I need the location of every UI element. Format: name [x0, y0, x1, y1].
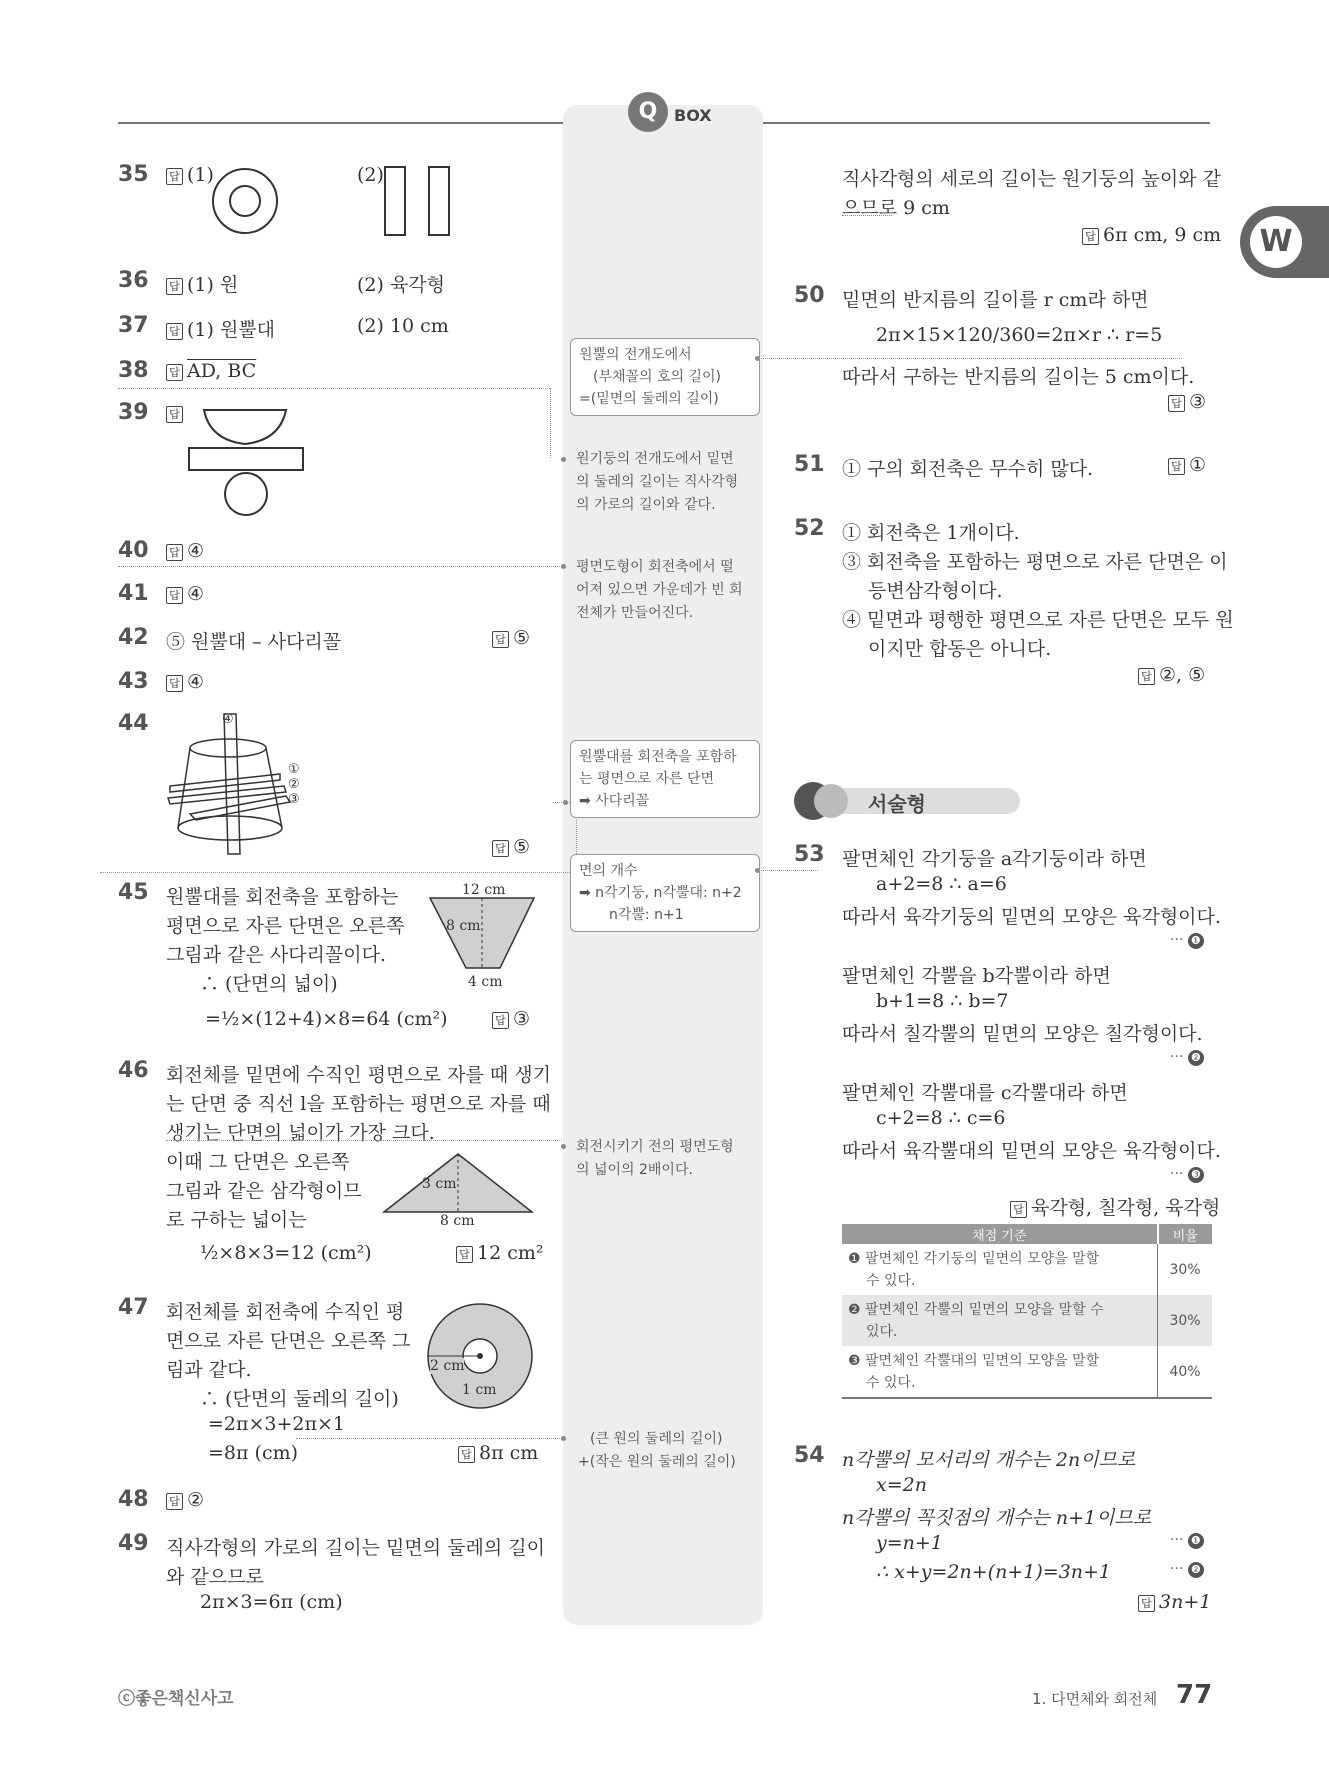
problem-42-number: 42	[118, 625, 149, 650]
answer-icon: 답	[166, 1493, 183, 1510]
problem-46-line-7: ½×8×3=12 (cm²)	[200, 1242, 372, 1264]
answer-icon: 답	[166, 675, 183, 692]
problem-36-answer-1: 답 (1) 원	[166, 270, 238, 297]
problem-53-line-3: 따라서 육각기둥의 밑면의 모양은 육각형이다.	[842, 906, 1221, 928]
answer-icon: 답	[1082, 228, 1099, 245]
answer-icon: 답	[1138, 668, 1155, 685]
problem-51-answer: 답 ①	[1168, 454, 1206, 476]
problem-53-line-7: 팔면체인 각뿔대를 c각뿔대라 하면	[842, 1082, 1128, 1104]
problem-46-answer: 답 12 cm²	[456, 1242, 544, 1264]
box-label: BOX	[674, 106, 712, 125]
problem-52-number: 52	[794, 516, 825, 541]
problem-47-line-2: 면으로 자른 단면은 오른쪽 그	[166, 1330, 411, 1352]
fig44-label-4: ④	[222, 712, 234, 727]
problem-47-line-3: 림과 같다.	[166, 1359, 252, 1381]
problem-50-answer: 답 ③	[1168, 391, 1206, 413]
fig45-height: 8 cm	[446, 918, 481, 934]
answer-icon: 답	[1168, 458, 1185, 475]
problem-47-answer: 답 8π cm	[458, 1442, 538, 1464]
side-tab-badge: W	[1250, 216, 1302, 268]
problem-37-answer-1: 답 (1) 원뿔대	[166, 315, 275, 342]
ring-figure	[210, 166, 280, 236]
problem-54-line-1: n각뿔의 모서리의 개수는 2n이므로	[842, 1449, 1136, 1471]
note-anchor-3	[561, 564, 566, 569]
problem-46-line-6: 로 구하는 넓이는	[166, 1209, 307, 1231]
problem-54-line-4: y=n+1	[876, 1532, 943, 1554]
problem-40-answer: 답 ④	[166, 540, 204, 562]
problem-42-answer: 답 ⑤	[492, 627, 530, 649]
problem-53-step-1: ··· ❶	[1170, 932, 1204, 949]
fig45-top: 12 cm	[462, 882, 506, 898]
problem-50-number: 50	[794, 283, 825, 308]
note-cone-net: 원뿔의 전개도에서 (부채꼴의 호의 길이) =(밑면의 둘레의 길이)	[570, 338, 760, 416]
problem-43-answer: 답 ④	[166, 671, 204, 693]
problem-47-line-1: 회전체를 회전축에 수직인 평	[166, 1301, 405, 1323]
problem-41-number: 41	[118, 581, 149, 606]
answer-icon: 답	[1010, 1201, 1027, 1218]
answer-icon: 답	[492, 840, 509, 857]
leader-38-v	[550, 388, 551, 458]
note-anchor-4	[563, 800, 568, 805]
note-frustum-section: 원뿔대를 회전축을 포함하 는 평면으로 자른 단면 ➡ 사다리꼴	[570, 740, 760, 818]
answer-icon: 답	[166, 364, 183, 381]
problem-52-line-3: 등변삼각형이다.	[868, 580, 1003, 602]
answer-icon: 답	[166, 406, 183, 423]
problem-45-answer: 답 ③	[492, 1008, 530, 1030]
problem-47-line-5: =2π×3+2π×1	[208, 1413, 346, 1435]
grading-row-2-pct: 30%	[1158, 1295, 1213, 1346]
answer-icon: 답	[166, 323, 183, 340]
problem-36-number: 36	[118, 268, 149, 293]
problem-35-answer-2: (2)	[357, 164, 384, 186]
note-anchor-6	[561, 1144, 566, 1149]
problem-49-cont-line-1: 직사각형의 세로의 길이는 원기둥의 높이와 같	[842, 168, 1221, 190]
problem-45-line-5: =½×(12+4)×8=64 (cm²)	[205, 1008, 448, 1030]
problem-51-text: ① 구의 회전축은 무수히 많다.	[842, 458, 1094, 480]
problem-52-line-1: ① 회전축은 1개이다.	[842, 522, 1020, 544]
problem-50-line-2: 2π×15×120/360=2π×r ∴ r=5	[876, 324, 1163, 346]
problem-53-answer: 답 육각형, 칠각형, 육각형	[1010, 1193, 1220, 1220]
problem-49-cont-line-2: 으므로 9 cm	[842, 197, 950, 219]
grading-table	[842, 1224, 1212, 1399]
problem-52-line-4: ④ 밑면과 평행한 평면으로 자른 단면은 모두 원	[842, 609, 1234, 631]
note-hollow-solid: 평면도형이 회전축에서 떨 어져 있으면 가운데가 빈 회 전체가 만들어진다.	[576, 559, 743, 621]
fig44-label-1: ①	[288, 762, 300, 777]
problem-50-line-3: 따라서 구하는 반지름의 길이는 5 cm이다.	[842, 366, 1195, 388]
problem-45-number: 45	[118, 880, 149, 905]
problem-38-number: 38	[118, 358, 149, 383]
grading-header-ratio: 비율	[1158, 1224, 1213, 1244]
problem-40-number: 40	[118, 538, 149, 563]
problem-43-number: 43	[118, 669, 149, 694]
problem-46-line-5: 그림과 같은 삼각형이므	[166, 1180, 362, 1202]
answer-icon: 답	[458, 1446, 475, 1463]
essay-section-title: 서술형	[868, 792, 926, 816]
problem-44-number: 44	[118, 711, 149, 736]
problem-52-line-5: 이지만 합동은 아니다.	[868, 638, 1052, 660]
fig46-base: 8 cm	[440, 1213, 475, 1229]
answer-icon: 답	[492, 1012, 509, 1029]
answer-icon: 답	[456, 1246, 473, 1263]
answer-icon: 답	[166, 168, 183, 185]
grading-row-3-criteria: ❸ 팔면체인 각뿔대의 밑면의 모양을 말할 수 있다.	[848, 1352, 1100, 1391]
problem-48-number: 48	[118, 1487, 149, 1512]
trapezoid-figure	[426, 890, 538, 980]
publisher-logo: ⓒ좋은책신사고	[118, 1689, 234, 1709]
problem-49-cont-answer: 답 6π cm, 9 cm	[1082, 224, 1221, 246]
note-anchor-7	[561, 1436, 566, 1441]
problem-52-line-2: ③ 회전축을 포함하는 평면으로 자른 단면은 이	[842, 551, 1228, 573]
problem-49-number: 49	[118, 1531, 149, 1556]
fig45-bottom: 4 cm	[468, 974, 503, 990]
problem-47-line-4: ∴ (단면의 둘레의 길이)	[200, 1388, 399, 1410]
problem-45-line-2: 평면으로 자른 단면은 오른쪽	[166, 915, 405, 937]
note-anchor-2	[561, 457, 566, 462]
problem-47-number: 47	[118, 1295, 149, 1320]
grading-row-3-pct: 40%	[1158, 1346, 1213, 1398]
leader-40	[118, 566, 564, 567]
problem-44-answer: 답 ⑤	[492, 836, 530, 858]
problem-51-number: 51	[794, 452, 825, 477]
problem-46-number: 46	[118, 1058, 149, 1083]
problem-53-line-8: c+2=8 ∴ c=6	[876, 1107, 1006, 1129]
problem-39-number: 39	[118, 400, 149, 425]
problem-47-line-6: =8π (cm)	[208, 1442, 299, 1464]
problem-53-line-5: b+1=8 ∴ b=7	[876, 990, 1009, 1012]
problem-46-line-1: 회전체를 밑면에 수직인 평면으로 자를 때 생기	[166, 1064, 551, 1086]
fig46-height: 3 cm	[422, 1176, 457, 1192]
fig47-outer: 2 cm	[430, 1358, 465, 1374]
problem-49-line-3: 2π×3=6π (cm)	[200, 1591, 343, 1613]
problem-50-line-1: 밑면의 반지름의 길이를 r cm라 하면	[842, 289, 1149, 311]
rotation-solid-figure-39	[186, 402, 306, 518]
problem-53-number: 53	[794, 842, 825, 867]
note-cylinder-net: 원기둥의 전개도에서 밑면 의 둘레의 길이는 직사각형 의 가로의 길이와 같다.	[576, 451, 739, 513]
problem-36-answer-2: (2) 육각형	[357, 274, 446, 296]
problem-53-line-6: 따라서 칠각뿔의 밑면의 모양은 칠각형이다.	[842, 1023, 1203, 1045]
chapter-title: 1. 다면체와 회전체	[1032, 1690, 1158, 1708]
answer-icon: 답	[166, 587, 183, 604]
note-double-area: 회전시키기 전의 평면도형 의 넓이의 2배이다.	[576, 1139, 734, 1178]
problem-53-line-1: 팔면체인 각기둥을 a각기둥이라 하면	[842, 848, 1147, 870]
problem-46-line-3: 생기는 단면의 넓이가 가장 크다.	[166, 1122, 435, 1144]
problem-48-answer: 답 ②	[166, 1489, 204, 1511]
two-rectangles-figure	[382, 164, 454, 238]
problem-53-step-2: ··· ❷	[1170, 1049, 1204, 1066]
problem-53-line-4: 팔면체인 각뿔을 b각뿔이라 하면	[842, 965, 1111, 987]
fig47-inner: 1 cm	[462, 1382, 497, 1398]
page-number: 77	[1176, 1680, 1213, 1710]
problem-45-line-4: ∴ (단면의 넓이)	[200, 973, 338, 995]
problem-45-line-3: 그림과 같은 사다리꼴이다.	[166, 944, 387, 966]
problem-41-answer: 답 ④	[166, 583, 204, 605]
problem-35-number: 35	[118, 162, 149, 187]
answer-icon: 답	[1168, 395, 1185, 412]
problem-45-line-1: 원뿔대를 회전축을 포함하는	[166, 886, 399, 908]
problem-37-number: 37	[118, 313, 149, 338]
underline-49	[842, 215, 892, 216]
problem-53-line-2: a+2=8 ∴ a=6	[876, 873, 1007, 895]
problem-42-text: ⑤ 원뿔대 – 사다리꼴	[166, 631, 342, 653]
fig44-label-2: ②	[288, 777, 300, 792]
answer-icon: 답	[166, 278, 183, 295]
problem-53-step-3: ··· ❸	[1170, 1166, 1204, 1183]
answer-icon: 답	[166, 544, 183, 561]
problem-37-answer-2: (2) 10 cm	[357, 315, 449, 337]
leader-53	[758, 870, 818, 871]
problem-54-line-3: n각뿔의 꼭짓점의 개수는 n+1이므로	[842, 1507, 1152, 1529]
problem-46-line-2: 는 단면 중 직선 l을 포함하는 평면으로 자를 때	[166, 1093, 551, 1115]
problem-38-answer: 답 AD, BC	[166, 360, 256, 382]
problem-46-line-4: 이때 그 단면은 오른쪽	[166, 1151, 350, 1173]
note-circumference-sum: (큰 원의 둘레의 길이) +(작은 원의 둘레의 길이)	[578, 1431, 736, 1470]
grading-row-1-pct: 30%	[1158, 1244, 1213, 1295]
q-badge: Q	[628, 92, 668, 132]
leader-38	[118, 388, 550, 389]
fig44-label-3: ③	[288, 792, 300, 807]
problem-53-line-9: 따라서 육각뿔대의 밑면의 모양은 육각형이다.	[842, 1140, 1221, 1162]
problem-54-line-2: x=2n	[876, 1474, 927, 1496]
leader-46	[166, 1140, 562, 1141]
problem-49-line-1: 직사각형의 가로의 길이는 밑면의 둘레의 길이	[166, 1537, 545, 1559]
leader-47	[296, 1438, 562, 1439]
note-face-count: 면의 개수 ➡ n각기둥, n각뿔대: n+2 n각뿔: n+1	[570, 854, 760, 932]
problem-54-line-5: ∴ x+y=2n+(n+1)=3n+1	[876, 1561, 1111, 1583]
leader-44	[100, 872, 576, 873]
problem-49-line-2: 와 같으므로	[166, 1566, 264, 1588]
leader-50	[758, 358, 1182, 359]
problem-54-answer: 답 3n+1	[1138, 1591, 1211, 1613]
grading-header-criteria: 채점 기준	[842, 1224, 1158, 1244]
problem-35-answer-1: 답 (1)	[166, 164, 214, 186]
grading-row-1-criteria: ❶ 팔면체인 각기둥의 밑면의 모양을 말할 수 있다.	[848, 1250, 1100, 1289]
essay-section-icon-2	[814, 784, 848, 818]
problem-54-step-1: ··· ❶	[1170, 1532, 1204, 1549]
answer-icon: 답	[492, 631, 509, 648]
grading-row-2-criteria: ❷ 팔면체인 각뿔의 밑면의 모양을 말할 수 있다.	[842, 1295, 1158, 1346]
problem-54-number: 54	[794, 1443, 825, 1468]
problem-52-answer: 답 ②, ⑤	[1138, 664, 1205, 686]
problem-54-step-2: ··· ❷	[1170, 1561, 1204, 1578]
problem-39-answer-icon	[166, 402, 187, 424]
answer-icon: 답	[1138, 1595, 1155, 1612]
